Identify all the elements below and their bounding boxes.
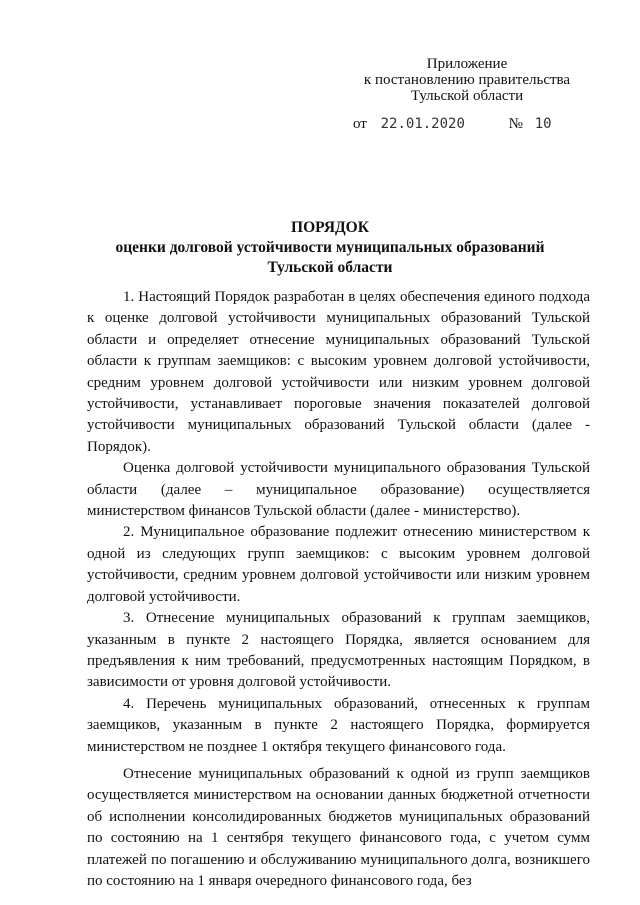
annex-line-3: Тульской области [410,88,524,104]
date-number-line [353,116,552,133]
document-body [87,287,590,892]
document-date: 22.01.2020 [380,116,465,132]
title-line-3: Тульской области [267,259,393,276]
paragraph-5: 4. Перечень муниципальных образований, отнесенных к группам заемщиков, указанным в пункте 2 настоящего Порядка, формируется министерством не позднее 1 октября текущего финансового года. [87,695,590,755]
document-title [80,218,580,278]
paragraph-1: 1. Настоящий Порядок разработан в целях обеспечения единого подхода к оценке долговой устойчивости муниципальных образований Тульской области и определяет отнесение муниципальных образований Тульской области к группам заемщиков: с высоким уровнем долговой устойчивости, средним уровнем долговой устойчивости или низким уровнем долговой устойчивости, устанавливает пороговые значения показателей долговой устойчивости муниципальных образований Тульской области (далее - Порядок). [87,289,590,455]
title-line-1: ПОРЯДОК [291,219,369,236]
annex-line-1: Приложение [426,56,508,72]
number-label: № [508,116,523,132]
title-line-2: оценки долговой устойчивости муниципальных образований [115,239,545,256]
paragraph-3: 2. Муниципальное образование подлежит отнесению министерством к одной из следующих групп заемщиков: с высоким уровнем долговой устойчивости, средним уровнем долговой устойчивости или низким уровнем долговой устойчивости. [87,524,590,605]
annex-line-2: к постановлению правительства [363,72,571,88]
annex-header [352,56,582,104]
document-number: 10 [534,116,552,132]
paragraph-2: Оценка долговой устойчивости муниципального образования Тульской области (далее – муниципальное образование) осуществляется министерством финансов Тульской области (далее - министерство). [87,460,590,520]
paragraph-6: Отнесение муниципальных образований к одной из групп заемщиков осуществляется министерством на основании данных бюджетной отчетности об исполнении консолидированных бюджетов муниципальных образований по состоянию на 1 сентября текущего финансового года, с учетом сумм платежей по погашению и обслуживанию муниципального долга, возникшего по состоянию на 1 января очередного финансового года, без [87,765,590,889]
date-label: от [353,116,367,132]
paragraph-4: 3. Отнесение муниципальных образований к группам заемщиков, указанным в пункте 2 настоящего Порядка, является основанием для предъявления к ним требований, предусмотренных настоящим Порядком, в зависимости от уровня долговой устойчивости. [87,610,590,691]
